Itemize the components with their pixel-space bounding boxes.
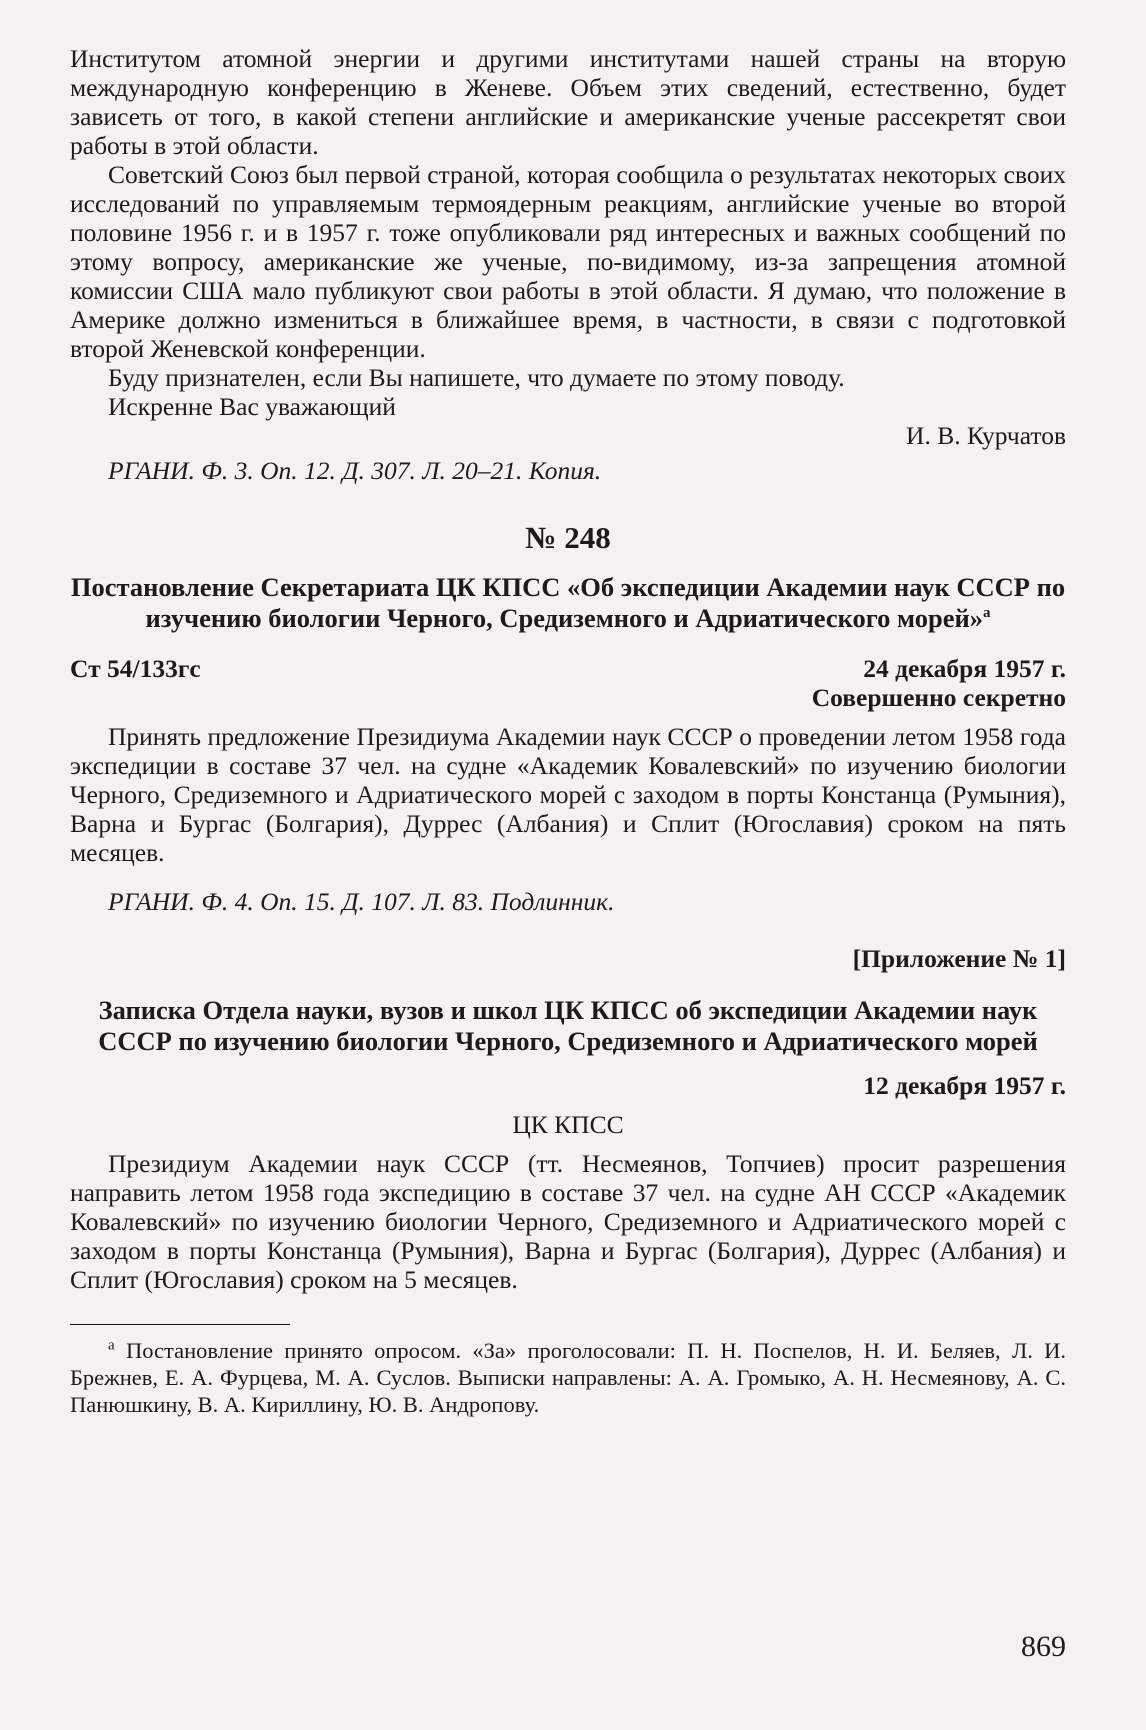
closing-phrase: Искренне Вас уважающий [108, 392, 396, 421]
reference-row [70, 654, 1066, 683]
footnote-divider [70, 1324, 290, 1325]
appendix-label: [Приложение № 1] [852, 944, 1066, 973]
note-date: 12 декабря 1957 г. [863, 1071, 1066, 1100]
footnote-mark-bottom: а [108, 1337, 115, 1354]
footnote-text: Постановление принято опросом. «За» проголосовали: П. Н. Поспелов, Н. И. Беляев, Л. И. Брежнев, Е. А. Фурцева, М. А. Суслов. Выписки направлены: А. А. Громыко, А. Н. Несмеянову, А. С. Панюшкину, В. А. Кириллину, Ю. В. Андропову. [70, 1338, 1067, 1417]
document-title-text: Постановление Секретариата ЦК КПСС «Об экспедиции Академии наук СССР по изучению биологии Черного, Средиземного и Адриатического морей» [70, 572, 1066, 633]
addressee: ЦК КПСС [512, 1110, 624, 1139]
page-number: 869 [1021, 1630, 1066, 1663]
paragraph-grateful: Буду признателен, если Вы напишете, что думаете по этому поводу. [108, 363, 845, 392]
note-text: Президиум Академии наук СССР (тт. Несмеянов, Топчиев) просит разрешения направить летом 1958 года экспедицию в составе 37 чел. на судне АН СССР «Академик Ковалевский» по изучению биологии Черного, Средиземного и Адриатического морей с заходом в порты Констанца (Румыния), Варна и Бургас (Болгария), Дуррес (Албания) и Сплит (Югославия) сроком на 5 месяцев. [70, 1149, 1066, 1294]
archive-citation-1: РГАНИ. Ф. 3. Оп. 12. Д. 307. Л. 20–21. Копия. [108, 456, 602, 485]
document-number: № 248 [525, 520, 611, 555]
paragraph-continued: Институтом атомной энергии и другими институтами нашей страны на вторую международную конференцию в Женеве. Объем этих сведений, естественно, будет зависеть от того, в какой степени английские и американские ученые рассекретят свои работы в этой области. [70, 44, 1066, 160]
resolution-date: 24 декабря 1957 г. [863, 654, 1066, 683]
signature: И. В. Курчатов [906, 421, 1066, 450]
note-title: Записка Отдела науки, вузов и школ ЦК КПСС об экспедиции Академии наук СССР по изучению биологии Черного, Средиземного и Адриатического морей [98, 995, 1038, 1056]
document-title [70, 572, 1066, 634]
secrecy-stamp: Совершенно секретно [811, 683, 1066, 712]
footnote [70, 1337, 1066, 1418]
reference-number: Ст 54/133гс [70, 654, 201, 683]
footnote-mark: а [982, 605, 991, 622]
archive-citation-2: РГАНИ. Ф. 4. Оп. 15. Д. 107. Л. 83. Подлинник. [108, 887, 615, 916]
resolution-text: Принять предложение Президиума Академии наук СССР о проведении летом 1958 года экспедиции в составе 37 чел. на судне «Академик Ковалевский» по изучению биологии Черного, Средиземного и Адриатического морей с заходом в порты Констанца (Румыния), Варна и Бургас (Болгария), Дуррес (Албания) и Сплит (Югославия) сроком на пять месяцев. [70, 722, 1066, 867]
paragraph-soviet-union: Советский Союз был первой страной, которая сообщила о результатах некоторых своих исследований по управляемым термоядерным реакциям, английские ученые во второй половине 1956 г. и в 1957 г. тоже опубликовали ряд интересных и важных сообщений по этому вопросу, американские же ученые, по-видимому, из-за запрещения атомной комиссии США мало публикуют свои работы в этой области. Я думаю, что положение в Америке должно измениться в ближайшее время, в частности, в связи с подготовкой второй Женевской конференции. [70, 160, 1066, 363]
